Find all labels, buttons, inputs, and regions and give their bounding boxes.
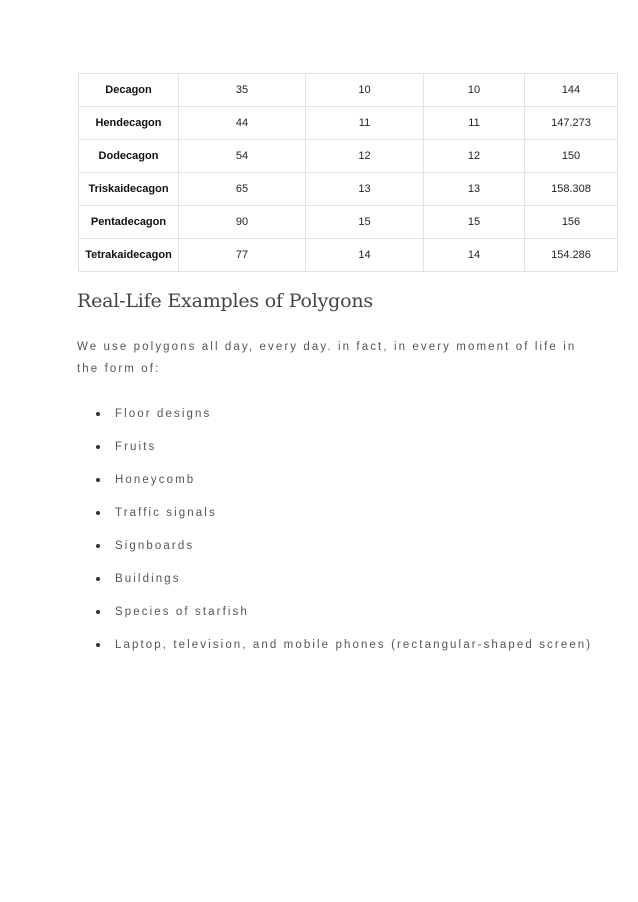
table-row xyxy=(79,140,618,173)
bullet-icon xyxy=(96,643,100,647)
polygon-name-cell: Tetrakaidecagon xyxy=(79,239,179,272)
table-cell: 15 xyxy=(306,206,424,239)
table-cell: 14 xyxy=(424,239,525,272)
list-item-label: Fruits xyxy=(115,441,157,453)
polygon-name-cell: Decagon xyxy=(79,74,179,107)
list-item-label: Signboards xyxy=(115,540,195,552)
table-cell: 10 xyxy=(306,74,424,107)
list-item xyxy=(77,503,617,536)
table-cell: 65 xyxy=(179,173,306,206)
table-cell: 15 xyxy=(424,206,525,239)
table-cell: 90 xyxy=(179,206,306,239)
list-item xyxy=(77,404,617,437)
list-item-label: Honeycomb xyxy=(115,474,196,486)
table-row xyxy=(79,107,618,140)
bullet-icon xyxy=(96,445,100,449)
list-item xyxy=(77,602,617,635)
table-cell: 156 xyxy=(525,206,618,239)
polygon-table xyxy=(78,73,618,272)
table-cell: 77 xyxy=(179,239,306,272)
table-cell: 144 xyxy=(525,74,618,107)
table-cell: 35 xyxy=(179,74,306,107)
polygon-name-cell: Pentadecagon xyxy=(79,206,179,239)
table-cell: 54 xyxy=(179,140,306,173)
list-item-label: Buildings xyxy=(115,573,181,585)
table-cell: 44 xyxy=(179,107,306,140)
table-cell: 12 xyxy=(306,140,424,173)
table-cell: 13 xyxy=(306,173,424,206)
table-row xyxy=(79,173,618,206)
table-row xyxy=(79,206,618,239)
table-cell: 158.308 xyxy=(525,173,618,206)
table-cell: 154.286 xyxy=(525,239,618,272)
bullet-icon xyxy=(96,577,100,581)
bullet-icon xyxy=(96,412,100,416)
table-cell: 11 xyxy=(306,107,424,140)
polygon-name-cell: Triskaidecagon xyxy=(79,173,179,206)
list-item-label: Floor designs xyxy=(115,408,212,420)
polygon-name-cell: Hendecagon xyxy=(79,107,179,140)
list-item-label: Species of starfish xyxy=(115,606,249,618)
table-cell: 11 xyxy=(424,107,525,140)
list-item xyxy=(77,470,617,503)
table-cell: 13 xyxy=(424,173,525,206)
table-row xyxy=(79,74,618,107)
bullet-icon xyxy=(96,544,100,548)
list-item xyxy=(77,569,617,602)
table-cell: 10 xyxy=(424,74,525,107)
table-cell: 14 xyxy=(306,239,424,272)
table-cell: 150 xyxy=(525,140,618,173)
list-item-label: Traffic signals xyxy=(115,507,217,519)
bullet-icon xyxy=(96,511,100,515)
list-item xyxy=(77,536,617,569)
polygon-name-cell: Dodecagon xyxy=(79,140,179,173)
table-row xyxy=(79,239,618,272)
section-heading: Real-Life Examples of Polygons xyxy=(77,290,373,312)
list-item-label: Laptop, television, and mobile phones (rectangular-shaped screen) xyxy=(115,639,593,651)
list-item xyxy=(77,635,617,668)
intro-paragraph: We use polygons all day, every day. in fact, in every moment of life in the form of: xyxy=(77,341,577,375)
examples-list xyxy=(77,404,617,668)
table-cell: 147.273 xyxy=(525,107,618,140)
bullet-icon xyxy=(96,478,100,482)
table-cell: 12 xyxy=(424,140,525,173)
list-item xyxy=(77,437,617,470)
bullet-icon xyxy=(96,610,100,614)
